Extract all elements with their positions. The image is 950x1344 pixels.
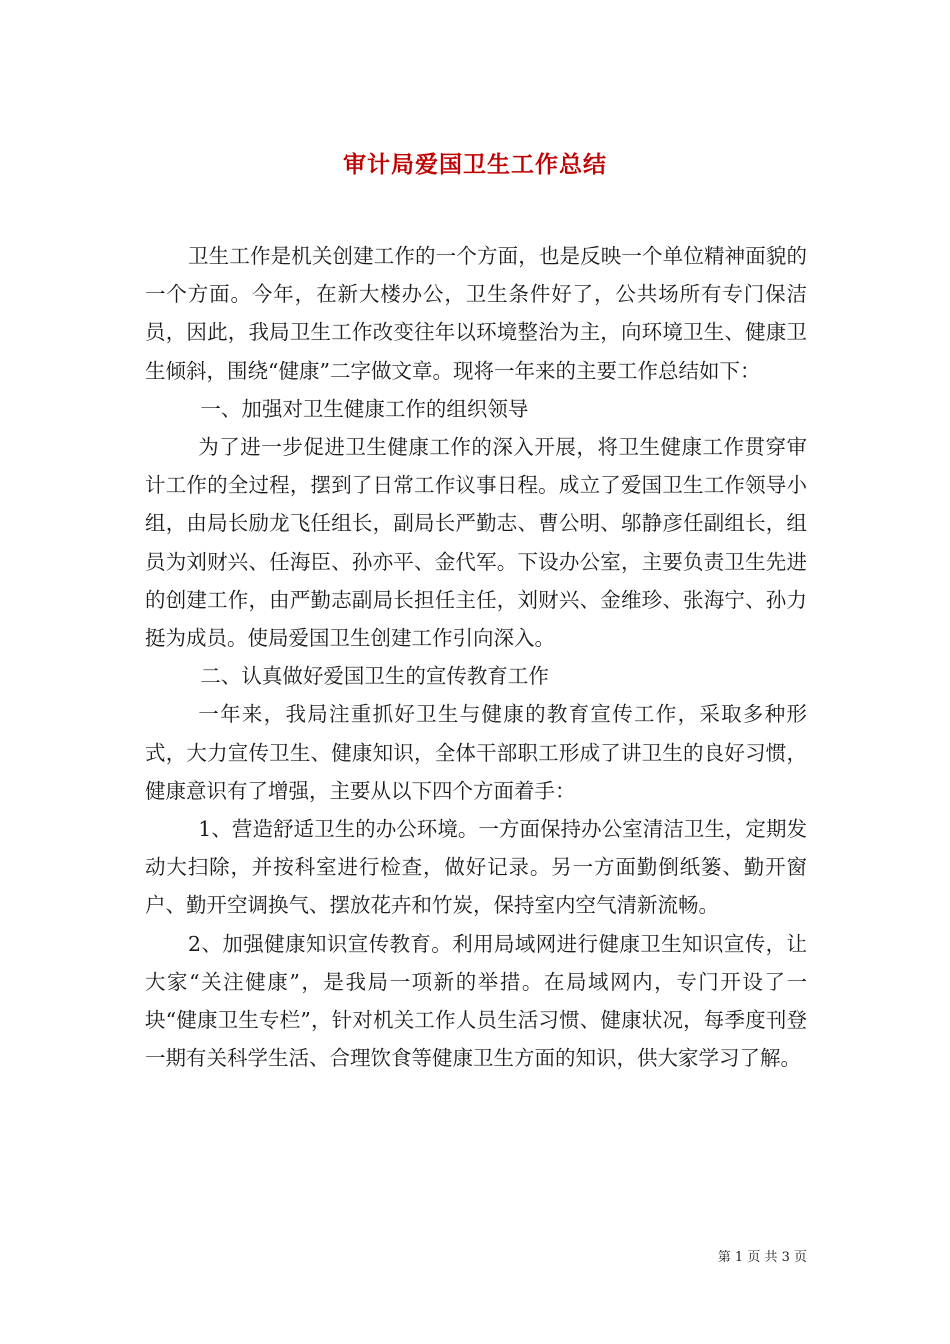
page-number: 第 1 页 共 3 页 xyxy=(717,1250,807,1265)
paragraph-intro: 卫生工作是机关创建工作的一个方面，也是反映一个单位精神面貌的一个方面。今年，在新大楼办公，卫生条件好了，公共场所有专门保洁员，因此，我局卫生工作改变往年以环境整治为主，向环境卫生、健康卫生倾斜，围绕“健康”二字做文章。现将一年来的主要工作总结如下： xyxy=(145,244,807,383)
page-title: 审计局爱国卫生工作总结 xyxy=(343,151,607,179)
section-heading-2: 二、认真做好爱国卫生的宣传教育工作 xyxy=(200,664,549,689)
paragraph-section-2: 一年来，我局注重抓好卫生与健康的教育宣传工作，采取多种形式，大力宣传卫生、健康知识，全体干部职工形成了讲卫生的良好习惯，健康意识有了增强，主要从以下四个方面着手： xyxy=(145,702,807,803)
paragraph-section-1: 为了进一步促进卫生健康工作的深入开展，将卫生健康工作贯穿审计工作的全过程，摆到了日常工作议事日程。成立了爱国卫生工作领导小组，由局长励龙飞任组长，副局长严勤志、曹公明、邬静彦任副组长，组员为刘财兴、任海臣、孙亦平、金代军。下设办公室，主要负责卫生先进的创建工作，由严勤志副局长担任主任，刘财兴、金维珍、张海宁、孙力挺为成员。使局爱国卫生创建工作引向深入。 xyxy=(145,435,807,651)
paragraph-item-2: 2、加强健康知识宣传教育。利用局域网进行健康卫生知识宣传，让大家“关注健康”，是我局一项新的举措。在局域网内，专门开设了一块“健康卫生专栏”，针对机关工作人员生活习惯、健康状况，每季度刊登一期有关科学生活、合理饮食等健康卫生方面的知识，供大家学习了解。 xyxy=(145,931,807,1071)
paragraph-item-1: 1、营造舒适卫生的办公环境。一方面保持办公室清洁卫生，定期发动大扫除，并按科室进行检查，做好记录。另一方面勤倒纸篓、勤开窗户、勤开空调换气、摆放花卉和竹炭，保持室内空气清新流畅。 xyxy=(145,817,807,918)
section-heading-1: 一、加强对卫生健康工作的组织领导 xyxy=(200,396,529,421)
document-body xyxy=(145,237,807,1077)
